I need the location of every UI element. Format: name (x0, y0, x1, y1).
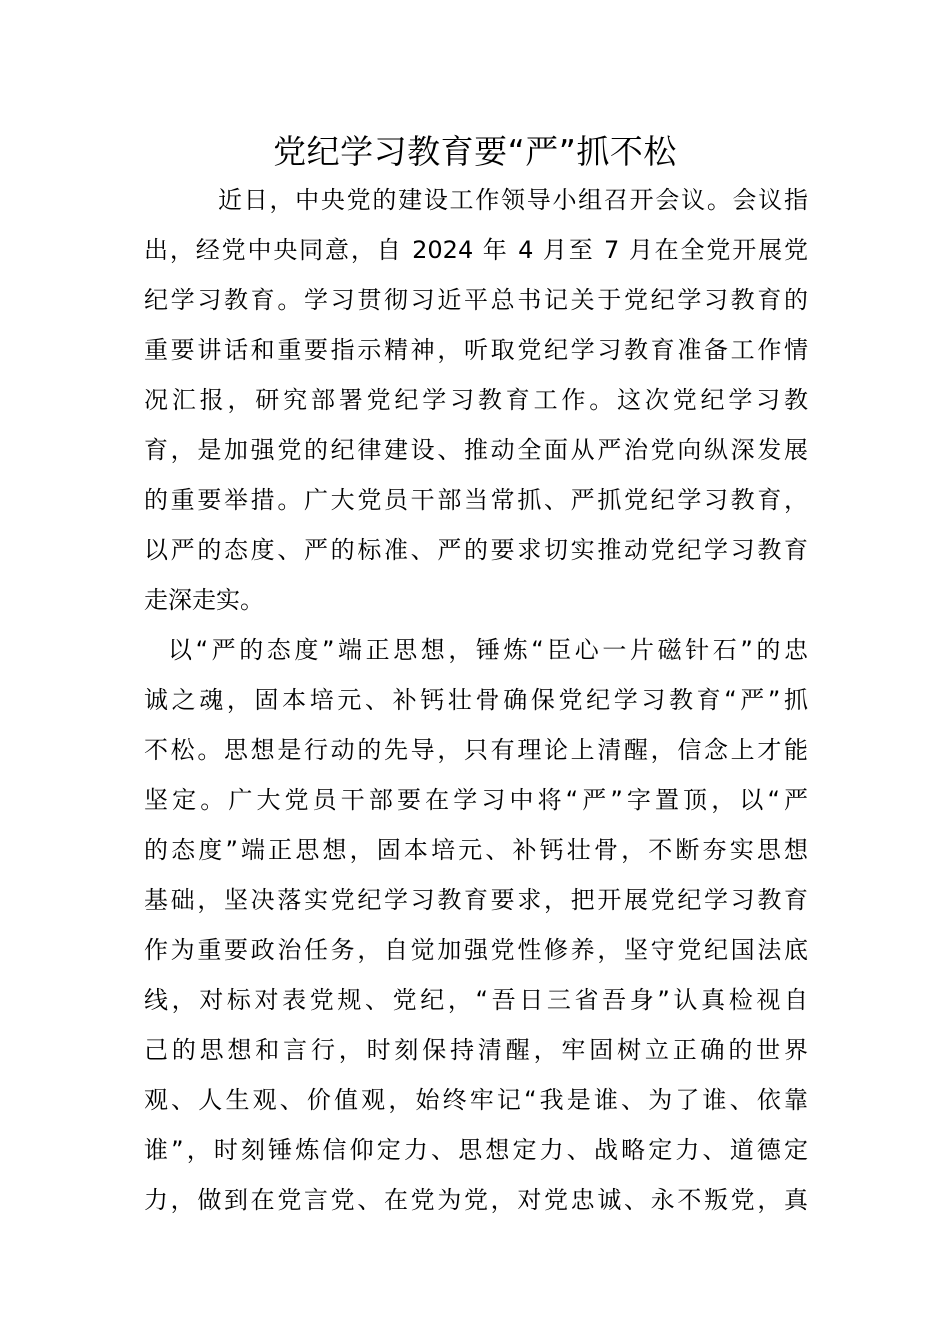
paragraph-1-line-4: 重要讲话和重要指示精神，听取党纪学习教育准备工作情 (144, 336, 808, 364)
paragraph-1-line-8: 以严的态度、严的标准、严的要求切实推动党纪学习教育 (144, 536, 808, 564)
paragraph-1-line-6: 育，是加强党的纪律建设、推动全面从严治党向纵深发展 (144, 436, 808, 464)
paragraph-2-line-2: 诚之魂，固本培元、补钙壮骨确保党纪学习教育“严”抓 (144, 686, 808, 714)
paragraph-2-line-12: 力，做到在党言党、在党为党，对党忠诚、永不叛党，真 (144, 1186, 808, 1214)
paragraph-1-line-1: 近日，中央党的建设工作领导小组召开会议。会议指 (218, 186, 808, 214)
paragraph-2-line-7: 作为重要政治任务，自觉加强党性修养，坚守党纪国法底 (144, 936, 808, 964)
paragraph-2-line-6: 基础，坚决落实党纪学习教育要求，把开展党纪学习教育 (144, 886, 808, 914)
paragraph-2-line-11: 谁”，时刻锤炼信仰定力、思想定力、战略定力、道德定 (144, 1136, 808, 1164)
paragraph-1-line-3: 纪学习教育。学习贯彻习近平总书记关于党纪学习教育的 (144, 286, 808, 314)
paragraph-2-line-8: 线，对标对表党规、党纪，“吾日三省吾身”认真检视自 (144, 986, 808, 1014)
paragraph-1-line-9: 走深走实。 (144, 586, 264, 614)
paragraph-1-line-5: 况汇报，研究部署党纪学习教育工作。这次党纪学习教 (144, 386, 808, 414)
paragraph-2-line-3: 不松。思想是行动的先导，只有理论上清醒，信念上才能 (144, 736, 808, 764)
paragraph-1-line-2: 出，经党中央同意，自 2024 年 4 月至 7 月在全党开展党 (144, 236, 808, 264)
document-title: 党纪学习教育要“严”抓不松 (273, 132, 677, 171)
paragraph-2-line-1: 以“严的态度”端正思想，锤炼“臣心一片磁针石”的忠 (168, 636, 808, 664)
paragraph-2-line-9: 己的思想和言行，时刻保持清醒，牢固树立正确的世界 (144, 1036, 808, 1064)
paragraph-1-line-7: 的重要举措。广大党员干部当常抓、严抓党纪学习教育， (144, 486, 808, 514)
paragraph-2-line-4: 坚定。广大党员干部要在学习中将“严”字置顶，以“严 (144, 786, 808, 814)
paragraph-2-line-10: 观、人生观、价值观，始终牢记“我是谁、为了谁、依靠 (144, 1086, 808, 1114)
paragraph-2-line-5: 的态度”端正思想，固本培元、补钙壮骨，不断夯实思想 (144, 836, 808, 864)
